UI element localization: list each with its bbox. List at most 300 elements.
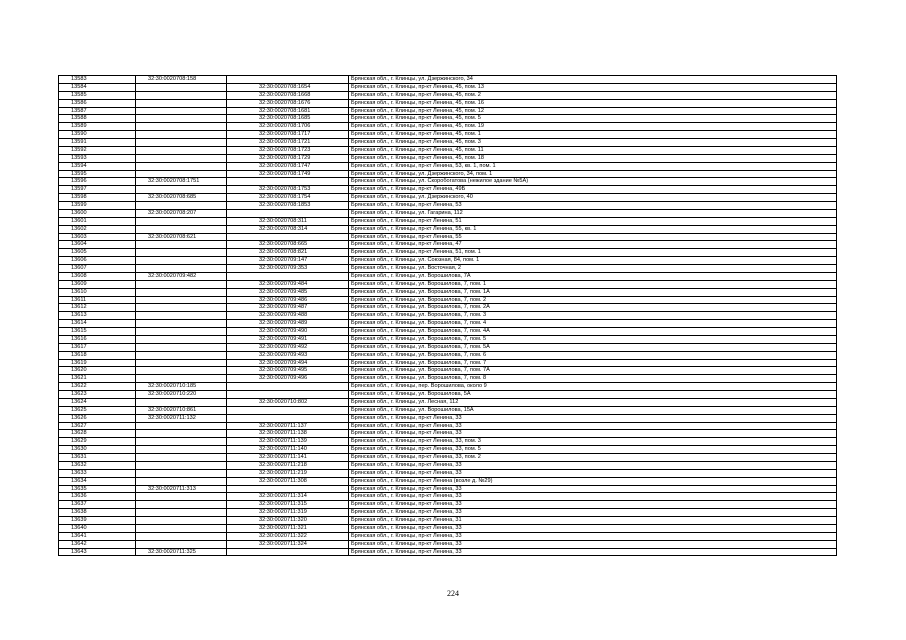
table-row: [59, 524, 837, 532]
table-row: [59, 383, 837, 391]
row-number-cell: 13598: [59, 194, 136, 202]
table-row: [59, 202, 837, 210]
address-cell: Брянская обл., г. Клинцы, пр-кт Ленина, 51, пом. 1: [349, 249, 837, 257]
cadastral-number-cell: [136, 288, 227, 296]
table-row: [59, 509, 837, 517]
address-cell: Брянская обл., г. Клинцы, пр-кт Ленина, 31: [349, 517, 837, 525]
row-number-cell: 13630: [59, 446, 136, 454]
inner-cadastral-number-cell: 32:30:0020708:1668: [227, 91, 349, 99]
cadastral-number-cell: [136, 517, 227, 525]
cadastral-number-cell: [136, 296, 227, 304]
address-cell: Брянская обл., г. Клинцы, ул. Ворошилова, 7А: [349, 272, 837, 280]
table-row: [59, 477, 837, 485]
table-row: [59, 398, 837, 406]
inner-cadastral-number-cell: 32:30:0020708:314: [227, 225, 349, 233]
row-number-cell: 13626: [59, 414, 136, 422]
address-cell: Брянская обл., г. Клинцы, ул. Ворошилова, 7, пом. 2А: [349, 304, 837, 312]
table-row: [59, 99, 837, 107]
cadastral-number-cell: [136, 139, 227, 147]
inner-cadastral-number-cell: 32:30:0020711:324: [227, 540, 349, 548]
address-cell: Брянская обл., г. Клинцы, ул. Лесная, 112: [349, 398, 837, 406]
row-number-cell: 13639: [59, 517, 136, 525]
row-number-cell: 13595: [59, 170, 136, 178]
table-row: [59, 115, 837, 123]
address-cell: Брянская обл., г. Клинцы, пр-кт Ленина, 33: [349, 461, 837, 469]
cadastral-number-cell: [136, 131, 227, 139]
address-cell: Брянская обл., г. Клинцы, пр-кт Ленина, 33, пом. 2: [349, 454, 837, 462]
table-row: [59, 217, 837, 225]
table-row: [59, 312, 837, 320]
cadastral-number-cell: [136, 461, 227, 469]
row-number-cell: 13629: [59, 438, 136, 446]
table-row: [59, 272, 837, 280]
address-cell: Брянская обл., г. Клинцы, пр-кт Ленина, 45, пом. 2: [349, 91, 837, 99]
cadastral-number-cell: [136, 501, 227, 509]
table-row: [59, 414, 837, 422]
table-row: [59, 288, 837, 296]
inner-cadastral-number-cell: 32:30:0020709:147: [227, 257, 349, 265]
address-cell: Брянская обл., г. Клинцы, пр-кт Ленина, 33, пом. 5: [349, 446, 837, 454]
row-number-cell: 13599: [59, 202, 136, 210]
address-cell: Брянская обл., г. Клинцы, ул. Ворошилова, 7, пом. 4: [349, 320, 837, 328]
table-row: [59, 485, 837, 493]
row-number-cell: 13583: [59, 76, 136, 84]
row-number-cell: 13606: [59, 257, 136, 265]
table-row: [59, 209, 837, 217]
cadastral-number-cell: [136, 91, 227, 99]
table-row: [59, 170, 837, 178]
address-cell: Брянская обл., г. Клинцы, пр-кт Ленина, 55: [349, 233, 837, 241]
inner-cadastral-number-cell: 32:30:0020711:219: [227, 469, 349, 477]
cadastral-number-cell: 32:30:0020708:158: [136, 76, 227, 84]
table-row: [59, 406, 837, 414]
cadastral-number-cell: [136, 343, 227, 351]
row-number-cell: 13618: [59, 351, 136, 359]
address-cell: Брянская обл., г. Клинцы, пр-кт Ленина, 45, пом. 16: [349, 99, 837, 107]
address-cell: Брянская обл., г. Клинцы, пр-кт Ленина, 45, пом. 5: [349, 115, 837, 123]
table-row: [59, 375, 837, 383]
cadastral-number-cell: [136, 422, 227, 430]
inner-cadastral-number-cell: 32:30:0020708:1747: [227, 162, 349, 170]
cadastral-number-cell: [136, 351, 227, 359]
address-cell: Брянская обл., г. Клинцы, пр-кт Ленина, 45, пом. 1: [349, 131, 837, 139]
table-row: [59, 131, 837, 139]
row-number-cell: 13602: [59, 225, 136, 233]
cadastral-number-cell: 32:30:0020708:685: [136, 194, 227, 202]
address-cell: Брянская обл., г. Клинцы, ул. Дзержинского, 34, пом. 1: [349, 170, 837, 178]
table-row: [59, 265, 837, 273]
inner-cadastral-number-cell: 32:30:0020711:314: [227, 493, 349, 501]
cadastral-number-cell: [136, 524, 227, 532]
table-row: [59, 367, 837, 375]
inner-cadastral-number-cell: 32:30:0020708:1676: [227, 99, 349, 107]
address-cell: Брянская обл., г. Клинцы, ул. Ворошилова, 7, пом. 7: [349, 359, 837, 367]
table-row: [59, 391, 837, 399]
address-cell: Брянская обл., г. Клинцы, ул. Ворошилова, 7, пом. 1: [349, 280, 837, 288]
registry-table: [58, 75, 837, 556]
row-number-cell: 13594: [59, 162, 136, 170]
cadastral-number-cell: [136, 186, 227, 194]
row-number-cell: 13607: [59, 265, 136, 273]
table-row: [59, 154, 837, 162]
row-number-cell: 13611: [59, 296, 136, 304]
table-row: [59, 335, 837, 343]
table-row: [59, 83, 837, 91]
table-row: [59, 139, 837, 147]
row-number-cell: 13636: [59, 493, 136, 501]
row-number-cell: 13613: [59, 312, 136, 320]
table-row: [59, 493, 837, 501]
address-cell: Брянская обл., г. Клинцы, пр-кт Ленина, 33: [349, 548, 837, 556]
inner-cadastral-number-cell: 32:30:0020709:494: [227, 359, 349, 367]
inner-cadastral-number-cell: 32:30:0020708:1685: [227, 115, 349, 123]
row-number-cell: 13590: [59, 131, 136, 139]
table-row: [59, 194, 837, 202]
address-cell: Брянская обл., г. Клинцы, ул. Дзержинского, 40: [349, 194, 837, 202]
inner-cadastral-number-cell: 32:30:0020708:1706: [227, 123, 349, 131]
cadastral-number-cell: [136, 249, 227, 257]
row-number-cell: 13621: [59, 375, 136, 383]
cadastral-number-cell: [136, 320, 227, 328]
cadastral-number-cell: [136, 477, 227, 485]
row-number-cell: 13605: [59, 249, 136, 257]
row-number-cell: 13601: [59, 217, 136, 225]
table-row: [59, 359, 837, 367]
cadastral-number-cell: [136, 154, 227, 162]
cadastral-number-cell: [136, 99, 227, 107]
row-number-cell: 13587: [59, 107, 136, 115]
row-number-cell: 13622: [59, 383, 136, 391]
cadastral-number-cell: 32:30:0020708:621: [136, 233, 227, 241]
row-number-cell: 13592: [59, 146, 136, 154]
inner-cadastral-number-cell: 32:30:0020711:138: [227, 430, 349, 438]
inner-cadastral-number-cell: [227, 406, 349, 414]
row-number-cell: 13617: [59, 343, 136, 351]
address-cell: Брянская обл., г. Клинцы, ул. Дзержинского, 34: [349, 76, 837, 84]
cadastral-number-cell: [136, 217, 227, 225]
address-cell: Брянская обл., г. Клинцы, ул. Союзная, 84, пом. 1: [349, 257, 837, 265]
address-cell: Брянская обл., г. Клинцы, пр-кт Ленина, 33: [349, 485, 837, 493]
cadastral-number-cell: [136, 469, 227, 477]
inner-cadastral-number-cell: 32:30:0020709:487: [227, 304, 349, 312]
row-number-cell: 13600: [59, 209, 136, 217]
row-number-cell: 13624: [59, 398, 136, 406]
address-cell: Брянская обл., г. Клинцы, пр-кт Ленина, 33: [349, 469, 837, 477]
cadastral-number-cell: [136, 398, 227, 406]
address-cell: Брянская обл., г. Клинцы, ул. Ворошилова, 7, пом. 3: [349, 312, 837, 320]
cadastral-number-cell: 32:30:0020711:325: [136, 548, 227, 556]
cadastral-number-cell: [136, 446, 227, 454]
address-cell: Брянская обл., г. Клинцы, пр-кт Ленина, 45, пом. 13: [349, 83, 837, 91]
address-cell: Брянская обл., г. Клинцы, пр-кт Ленина, 45, пом. 3: [349, 139, 837, 147]
row-number-cell: 13640: [59, 524, 136, 532]
cadastral-number-cell: [136, 375, 227, 383]
inner-cadastral-number-cell: 32:30:0020709:492: [227, 343, 349, 351]
table-row: [59, 178, 837, 186]
table-row: [59, 422, 837, 430]
address-cell: Брянская обл., г. Клинцы, пер. Ворошилова, около 9: [349, 383, 837, 391]
row-number-cell: 13625: [59, 406, 136, 414]
cadastral-number-cell: [136, 257, 227, 265]
table-row: [59, 548, 837, 556]
table-row: [59, 430, 837, 438]
inner-cadastral-number-cell: 32:30:0020710:802: [227, 398, 349, 406]
row-number-cell: 13638: [59, 509, 136, 517]
table-row: [59, 501, 837, 509]
table-row: [59, 532, 837, 540]
row-number-cell: 13593: [59, 154, 136, 162]
row-number-cell: 13597: [59, 186, 136, 194]
table-row: [59, 343, 837, 351]
address-cell: Брянская обл., г. Клинцы, пр-кт Ленина, 47: [349, 241, 837, 249]
cadastral-number-cell: [136, 123, 227, 131]
cadastral-number-cell: [136, 202, 227, 210]
cadastral-number-cell: [136, 162, 227, 170]
inner-cadastral-number-cell: 32:30:0020709:493: [227, 351, 349, 359]
cadastral-number-cell: 32:30:0020708:1751: [136, 178, 227, 186]
inner-cadastral-number-cell: 32:30:0020709:488: [227, 312, 349, 320]
inner-cadastral-number-cell: [227, 76, 349, 84]
inner-cadastral-number-cell: 32:30:0020709:491: [227, 335, 349, 343]
row-number-cell: 13632: [59, 461, 136, 469]
row-number-cell: 13627: [59, 422, 136, 430]
inner-cadastral-number-cell: 32:30:0020711:218: [227, 461, 349, 469]
cadastral-number-cell: [136, 532, 227, 540]
inner-cadastral-number-cell: 32:30:0020709:353: [227, 265, 349, 273]
address-cell: Брянская обл., г. Клинцы, пр-кт Ленина, 33: [349, 493, 837, 501]
inner-cadastral-number-cell: 32:30:0020711:308: [227, 477, 349, 485]
address-cell: Брянская обл., г. Клинцы, ул. Восточная, 2: [349, 265, 837, 273]
inner-cadastral-number-cell: 32:30:0020708:1717: [227, 131, 349, 139]
cadastral-number-cell: [136, 146, 227, 154]
row-number-cell: 13616: [59, 335, 136, 343]
table-row: [59, 225, 837, 233]
inner-cadastral-number-cell: 32:30:0020711:140: [227, 446, 349, 454]
inner-cadastral-number-cell: 32:30:0020708:1853: [227, 202, 349, 210]
inner-cadastral-number-cell: 32:30:0020711:321: [227, 524, 349, 532]
address-cell: Брянская обл., г. Клинцы, пр-кт Ленина, 33: [349, 414, 837, 422]
address-cell: Брянская обл., г. Клинцы, ул. Ворошилова, 7, пом. 1А: [349, 288, 837, 296]
address-cell: Брянская обл., г. Клинцы, пр-кт Ленина, 33, пом. 3: [349, 438, 837, 446]
inner-cadastral-number-cell: 32:30:0020711:322: [227, 532, 349, 540]
row-number-cell: 13585: [59, 91, 136, 99]
inner-cadastral-number-cell: 32:30:0020709:495: [227, 367, 349, 375]
cadastral-number-cell: 32:30:0020711:132: [136, 414, 227, 422]
inner-cadastral-number-cell: 32:30:0020708:1729: [227, 154, 349, 162]
registry-table-body: [59, 76, 837, 556]
inner-cadastral-number-cell: 32:30:0020709:485: [227, 288, 349, 296]
inner-cadastral-number-cell: 32:30:0020711:320: [227, 517, 349, 525]
cadastral-number-cell: 32:30:0020709:482: [136, 272, 227, 280]
address-cell: Брянская обл., г. Клинцы, ул. Ворошилова, 7, пом. 5: [349, 335, 837, 343]
row-number-cell: 13609: [59, 280, 136, 288]
address-cell: Брянская обл., г. Клинцы, ул. Ворошилова, 7, пом. 7А: [349, 367, 837, 375]
row-number-cell: 13610: [59, 288, 136, 296]
cadastral-number-cell: 32:30:0020710:861: [136, 406, 227, 414]
cadastral-number-cell: [136, 115, 227, 123]
inner-cadastral-number-cell: 32:30:0020711:141: [227, 454, 349, 462]
cadastral-number-cell: [136, 359, 227, 367]
cadastral-number-cell: [136, 280, 227, 288]
cadastral-number-cell: [136, 509, 227, 517]
address-cell: Брянская обл., г. Клинцы, пр-кт Ленина, 45, пом. 19: [349, 123, 837, 131]
table-row: [59, 296, 837, 304]
table-row: [59, 241, 837, 249]
address-cell: Брянская обл., г. Клинцы, ул. Ворошилова, 7, пом. 5А: [349, 343, 837, 351]
row-number-cell: 13628: [59, 430, 136, 438]
row-number-cell: 13631: [59, 454, 136, 462]
inner-cadastral-number-cell: 32:30:0020709:490: [227, 328, 349, 336]
address-cell: Брянская обл., г. Клинцы, пр-кт Ленина, 33: [349, 540, 837, 548]
table-row: [59, 517, 837, 525]
inner-cadastral-number-cell: [227, 548, 349, 556]
cadastral-number-cell: [136, 454, 227, 462]
address-cell: Брянская обл., г. Клинцы, пр-кт Ленина, 33: [349, 509, 837, 517]
row-number-cell: 13603: [59, 233, 136, 241]
row-number-cell: 13612: [59, 304, 136, 312]
cadastral-number-cell: [136, 335, 227, 343]
cadastral-number-cell: 32:30:0020711:313: [136, 485, 227, 493]
cadastral-number-cell: [136, 265, 227, 273]
address-cell: Брянская обл., г. Клинцы, пр-кт Ленина, 55, кв. 1: [349, 225, 837, 233]
inner-cadastral-number-cell: 32:30:0020708:1754: [227, 194, 349, 202]
table-row: [59, 186, 837, 194]
address-cell: Брянская обл., г. Клинцы, пр-кт Ленина, 45, пом. 18: [349, 154, 837, 162]
table-row: [59, 123, 837, 131]
cadastral-number-cell: 32:30:0020708:207: [136, 209, 227, 217]
row-number-cell: 13643: [59, 548, 136, 556]
inner-cadastral-number-cell: 32:30:0020711:319: [227, 509, 349, 517]
cadastral-number-cell: [136, 540, 227, 548]
row-number-cell: 13634: [59, 477, 136, 485]
address-cell: Брянская обл., г. Клинцы, ул. Ворошилова, 7, пом. 6: [349, 351, 837, 359]
table-row: [59, 146, 837, 154]
inner-cadastral-number-cell: 32:30:0020708:1749: [227, 170, 349, 178]
table-row: [59, 438, 837, 446]
row-number-cell: 13637: [59, 501, 136, 509]
cadastral-number-cell: [136, 304, 227, 312]
inner-cadastral-number-cell: [227, 414, 349, 422]
cadastral-number-cell: [136, 241, 227, 249]
table-row: [59, 461, 837, 469]
page-number: 224: [447, 589, 459, 598]
address-cell: Брянская обл., г. Клинцы, пр-кт Ленина, 45, пом. 12: [349, 107, 837, 115]
row-number-cell: 13633: [59, 469, 136, 477]
table-row: [59, 162, 837, 170]
inner-cadastral-number-cell: 32:30:0020708:1753: [227, 186, 349, 194]
inner-cadastral-number-cell: 32:30:0020708:1721: [227, 139, 349, 147]
cadastral-number-cell: [136, 170, 227, 178]
cadastral-number-cell: [136, 493, 227, 501]
table-row: [59, 280, 837, 288]
table-row: [59, 76, 837, 84]
row-number-cell: 13623: [59, 391, 136, 399]
address-cell: Брянская обл., г. Клинцы, пр-кт Ленина (возле д. №29): [349, 477, 837, 485]
address-cell: Брянская обл., г. Клинцы, пр-кт Ленина, 53, кв. 1, пом. 1: [349, 162, 837, 170]
address-cell: Брянская обл., г. Клинцы, пр-кт Ленина, 45, пом. 11: [349, 146, 837, 154]
inner-cadastral-number-cell: 32:30:0020709:496: [227, 375, 349, 383]
row-number-cell: 13584: [59, 83, 136, 91]
table-row: [59, 351, 837, 359]
inner-cadastral-number-cell: 32:30:0020708:821: [227, 249, 349, 257]
row-number-cell: 13614: [59, 320, 136, 328]
row-number-cell: 13619: [59, 359, 136, 367]
table-row: [59, 304, 837, 312]
address-cell: Брянская обл., г. Клинцы, пр-кт Ленина, 33: [349, 422, 837, 430]
inner-cadastral-number-cell: [227, 391, 349, 399]
cadastral-number-cell: [136, 225, 227, 233]
table-row: [59, 249, 837, 257]
table-row: [59, 107, 837, 115]
cadastral-number-cell: [136, 312, 227, 320]
row-number-cell: 13635: [59, 485, 136, 493]
cadastral-number-cell: [136, 107, 227, 115]
inner-cadastral-number-cell: 32:30:0020711:315: [227, 501, 349, 509]
row-number-cell: 13596: [59, 178, 136, 186]
inner-cadastral-number-cell: [227, 178, 349, 186]
table-row: [59, 540, 837, 548]
inner-cadastral-number-cell: [227, 485, 349, 493]
inner-cadastral-number-cell: [227, 233, 349, 241]
table-row: [59, 91, 837, 99]
table-row: [59, 454, 837, 462]
row-number-cell: 13608: [59, 272, 136, 280]
address-cell: Брянская обл., г. Клинцы, пр-кт Ленина, 33: [349, 532, 837, 540]
row-number-cell: 13642: [59, 540, 136, 548]
row-number-cell: 13586: [59, 99, 136, 107]
address-cell: Брянская обл., г. Клинцы, ул. Ворошилова, 7, пом. 8: [349, 375, 837, 383]
cadastral-number-cell: [136, 438, 227, 446]
cadastral-number-cell: [136, 430, 227, 438]
row-number-cell: 13615: [59, 328, 136, 336]
table-row: [59, 320, 837, 328]
inner-cadastral-number-cell: 32:30:0020709:486: [227, 296, 349, 304]
table-row: [59, 328, 837, 336]
table-row: [59, 446, 837, 454]
address-cell: Брянская обл., г. Клинцы, пр-кт Ленина, 51: [349, 217, 837, 225]
inner-cadastral-number-cell: 32:30:0020711:139: [227, 438, 349, 446]
address-cell: Брянская обл., г. Клинцы, пр-кт Ленина, 33: [349, 430, 837, 438]
inner-cadastral-number-cell: [227, 272, 349, 280]
address-cell: Брянская обл., г. Клинцы, ул. Гагарина, 112: [349, 209, 837, 217]
address-cell: Брянская обл., г. Клинцы, ул. Ворошилова, 7, пом. 2: [349, 296, 837, 304]
row-number-cell: 13641: [59, 532, 136, 540]
address-cell: Брянская обл., г. Клинцы, ул. Ворошилова, 5А: [349, 391, 837, 399]
inner-cadastral-number-cell: 32:30:0020711:137: [227, 422, 349, 430]
address-cell: Брянская обл., г. Клинцы, ул. Ворошилова, 15А: [349, 406, 837, 414]
table-row: [59, 257, 837, 265]
row-number-cell: 13589: [59, 123, 136, 131]
address-cell: Брянская обл., г. Клинцы, пр-кт Ленина, 49Б: [349, 186, 837, 194]
inner-cadastral-number-cell: 32:30:0020709:489: [227, 320, 349, 328]
address-cell: Брянская обл., г. Клинцы, пр-кт Ленина, 33: [349, 524, 837, 532]
address-cell: Брянская обл., г. Клинцы, ул. Ворошилова, 7, пом. 4А: [349, 328, 837, 336]
cadastral-number-cell: 32:30:0020710:185: [136, 383, 227, 391]
inner-cadastral-number-cell: 32:30:0020708:1723: [227, 146, 349, 154]
cadastral-number-cell: 32:30:0020710:220: [136, 391, 227, 399]
row-number-cell: 13588: [59, 115, 136, 123]
inner-cadastral-number-cell: 32:30:0020709:484: [227, 280, 349, 288]
cadastral-number-cell: [136, 328, 227, 336]
inner-cadastral-number-cell: 32:30:0020708:1654: [227, 83, 349, 91]
inner-cadastral-number-cell: 32:30:0020708:665: [227, 241, 349, 249]
row-number-cell: 13604: [59, 241, 136, 249]
table-row: [59, 233, 837, 241]
inner-cadastral-number-cell: [227, 383, 349, 391]
inner-cadastral-number-cell: 32:30:0020708:311: [227, 217, 349, 225]
cadastral-number-cell: [136, 83, 227, 91]
inner-cadastral-number-cell: 32:30:0020708:1681: [227, 107, 349, 115]
